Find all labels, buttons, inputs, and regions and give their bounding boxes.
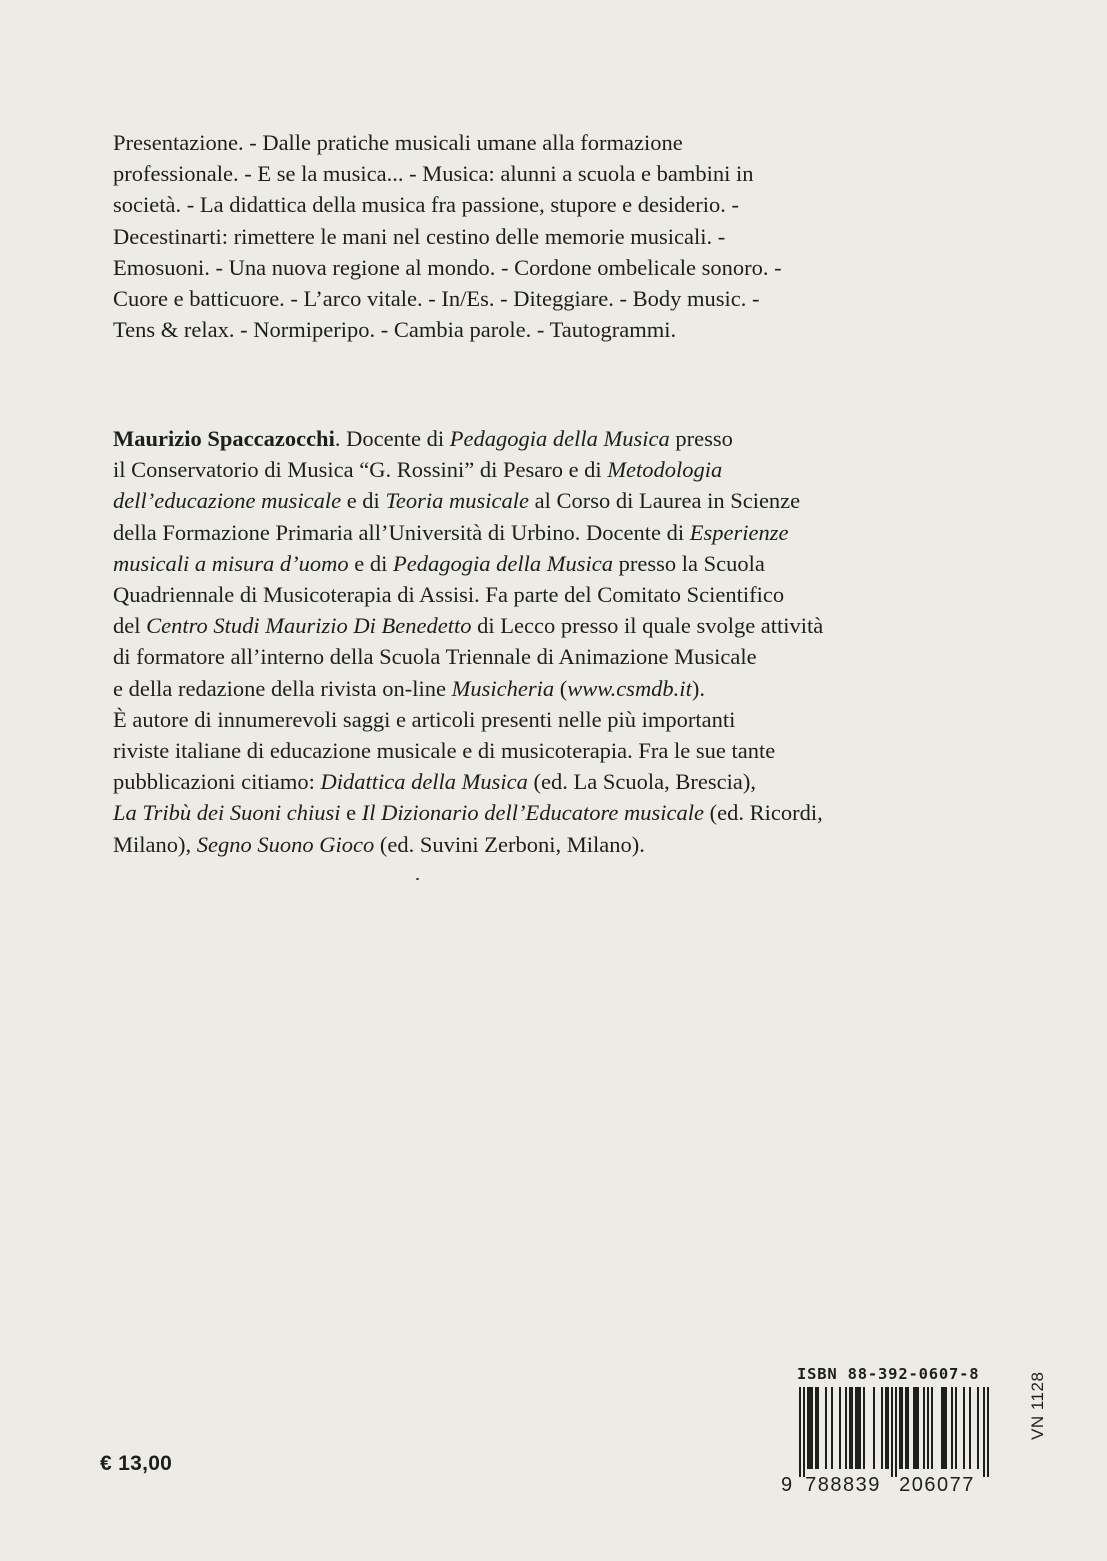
barcode-bar	[969, 1387, 971, 1469]
bio-text: il Conservatorio di Musica “G. Rossini” di Pesaro e di	[113, 457, 608, 483]
barcode-bar	[825, 1387, 827, 1469]
title-text: Segno Suono Gioco	[196, 831, 375, 857]
barcode-bar	[849, 1387, 851, 1469]
bio-line	[113, 485, 943, 516]
barcode-bar	[905, 1387, 907, 1469]
barcode-right-digits: 206077	[899, 1474, 975, 1496]
contents-line: società. - La didattica della musica fra passione, stupore e desiderio. -	[113, 192, 740, 218]
bio-line	[113, 829, 943, 860]
bio-text: (ed. Suvini Zerboni, Milano).	[374, 831, 645, 857]
barcode-guard-bar	[891, 1387, 893, 1477]
barcode-bar	[873, 1387, 875, 1469]
bio-text: (ed. La Scuola, Brescia),	[527, 769, 756, 795]
barcode-bar	[951, 1387, 953, 1469]
barcode-bar	[915, 1387, 917, 1469]
bio-text: (ed. Ricordi,	[704, 800, 823, 826]
bio-text: ).	[691, 675, 705, 701]
contents-line: Emosuoni. - Una nuova regione al mondo. - Cordone ombelicale sonoro. -	[113, 254, 782, 280]
barcode-bar	[811, 1387, 813, 1469]
barcode-bar	[809, 1387, 811, 1469]
barcode-bar	[963, 1387, 965, 1469]
barcode-guard-bar	[987, 1387, 989, 1477]
barcode-bar	[901, 1387, 903, 1469]
barcode-bar	[857, 1387, 859, 1469]
barcode-bar	[943, 1387, 945, 1469]
bio-text: della Formazione Primaria all’Università di Urbino. Docente di	[113, 519, 690, 545]
barcode-guard-bar	[803, 1387, 805, 1477]
barcode-guard-bar	[799, 1387, 801, 1477]
bio-text: al Corso di Laurea in Scienze	[529, 488, 801, 514]
author-name: Maurizio Spaccazocchi	[113, 426, 335, 451]
bio-text: riviste italiane di educazione musicale e di musicoterapia. Fra le sue tante	[113, 738, 776, 764]
bio-line	[113, 641, 943, 672]
bio-line	[113, 673, 943, 704]
bio-text: e di	[341, 488, 386, 514]
bio-text: e della redazione della rivista on-line	[113, 675, 452, 701]
author-biography	[113, 423, 943, 860]
title-text: Musicheria	[451, 675, 555, 701]
bio-text: di formatore all’interno della Scuola Triennale di Animazione Musicale	[113, 644, 757, 670]
barcode-bar	[931, 1387, 933, 1469]
bio-line	[113, 704, 943, 735]
contents-line: Tens & relax. - Normiperipo. - Cambia parole. - Tautogrammi.	[113, 317, 677, 343]
title-text: dell’educazione musicale	[113, 488, 342, 514]
ean13-barcode	[777, 1387, 997, 1497]
bio-text: pubblicazioni citiamo:	[113, 769, 321, 795]
contents-summary	[113, 127, 933, 345]
barcode-bar	[917, 1387, 919, 1469]
barcode-bar	[863, 1387, 865, 1469]
bio-line	[113, 548, 943, 579]
bio-line	[113, 735, 943, 766]
bio-text: Quadriennale di Musicoterapia di Assisi. Fa parte del Comitato Scientifico	[113, 582, 785, 608]
title-text: Esperienze	[689, 519, 789, 545]
isbn-label: ISBN 88-392-0607-8	[797, 1365, 980, 1383]
barcode-bar	[817, 1387, 819, 1469]
barcode-bar	[815, 1387, 817, 1469]
bio-line	[113, 797, 943, 828]
title-text: Pedagogia della Musica	[449, 426, 670, 451]
contents-line: professionale. - E se la musica... - Musica: alunni a scuola e bambini in	[113, 161, 754, 187]
title-text: musicali a misura d’uomo	[113, 550, 349, 576]
barcode-bar	[851, 1387, 853, 1469]
print-speck	[416, 878, 419, 880]
barcode-guard-bar	[983, 1387, 985, 1477]
vn-code-label: VN 1128	[1028, 1371, 1047, 1440]
price-label: € 13,00	[100, 1452, 173, 1475]
barcode-bar	[887, 1387, 889, 1469]
barcode-bar	[927, 1387, 929, 1469]
barcode-bar	[899, 1387, 901, 1469]
bio-text: e	[340, 800, 362, 826]
bio-line	[113, 423, 943, 454]
barcode-bar	[977, 1387, 979, 1469]
barcode-guard-bar	[895, 1387, 897, 1477]
title-text: La Tribù dei Suoni chiusi	[113, 800, 341, 826]
bio-line	[113, 579, 943, 610]
barcode-leading-digit: 9	[781, 1474, 793, 1496]
bio-text: e di	[348, 550, 393, 576]
bio-text: del	[113, 613, 147, 639]
bio-text: presso	[669, 426, 733, 451]
barcode-bar	[913, 1387, 915, 1469]
barcode-bar	[859, 1387, 861, 1469]
bio-text: di Lecco presso il quale svolge attività	[471, 613, 824, 639]
barcode-bar	[907, 1387, 909, 1469]
barcode-left-digits: 788839	[805, 1474, 881, 1496]
bio-text: Milano),	[113, 831, 197, 857]
barcode-bar	[807, 1387, 809, 1469]
bio-text: (	[554, 675, 568, 701]
barcode-bar	[945, 1387, 947, 1469]
title-text: Centro Studi Maurizio Di Benedetto	[146, 613, 472, 639]
isbn-barcode-block	[777, 1365, 997, 1497]
barcode-bar	[955, 1387, 957, 1469]
barcode-bar	[885, 1387, 887, 1469]
bio-line	[113, 766, 943, 797]
contents-line: Presentazione. - Dalle pratiche musicali umane alla formazione	[113, 130, 683, 155]
barcode-bar	[831, 1387, 833, 1469]
bio-line	[113, 610, 943, 641]
barcode-bar	[839, 1387, 841, 1469]
barcode-bar	[855, 1387, 857, 1469]
title-text: www.csmdb.it	[567, 675, 692, 701]
barcode-bar	[845, 1387, 847, 1469]
title-text: Il Dizionario dell’Educatore musicale	[361, 800, 705, 826]
bio-text: . Docente di	[334, 426, 450, 451]
bio-line	[113, 454, 943, 485]
barcode-bar	[923, 1387, 925, 1469]
contents-line: Cuore e batticuore. - L’arco vitale. - In/Es. - Diteggiare. - Body music. -	[113, 286, 760, 312]
title-text: Teoria musicale	[385, 488, 529, 514]
bio-text: presso la Scuola	[612, 550, 765, 576]
barcode-bar	[881, 1387, 883, 1469]
title-text: Pedagogia della Musica	[393, 550, 613, 576]
bio-text: È autore di innumerevoli saggi e articoli presenti nelle più importanti	[113, 706, 736, 732]
title-text: Didattica della Musica	[320, 769, 528, 795]
barcode-bar	[941, 1387, 943, 1469]
bio-line	[113, 517, 943, 548]
contents-line: Decestinarti: rimettere le mani nel cestino delle memorie musicali. -	[113, 223, 726, 249]
title-text: Metodologia	[607, 457, 723, 483]
